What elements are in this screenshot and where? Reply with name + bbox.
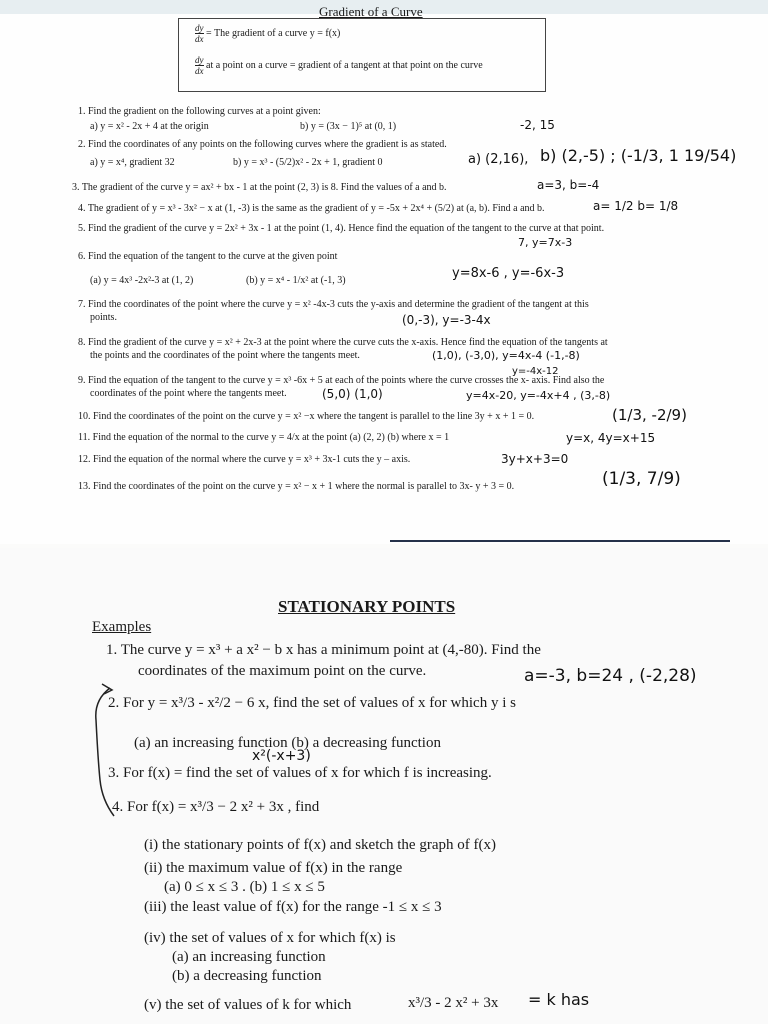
example-1: 1. The curve y = x³ + a x² − b x has a minimum point at (4,-80). Find the	[106, 642, 541, 658]
frac-num: dy	[195, 55, 204, 65]
question-11: 11. Find the equation of the normal to the curve y = 4/x at the point (a) (2, 2) (b) where x = 1	[78, 432, 450, 443]
frac-den: dx	[195, 66, 204, 76]
answer-6: y=8x-6 , y=-6x-3	[452, 266, 565, 281]
answer-7: (0,-3), y=-3-4x	[402, 313, 491, 327]
example-3: 3. For f(x) = find the set of values of x for which f is increasing.	[108, 765, 492, 781]
question-12: 12. Find the equation of the normal where the curve y = x³ + 3x-1 cuts the y – axis.	[78, 454, 411, 465]
example-2-parts: (a) an increasing function (b) a decreasing function	[134, 735, 441, 751]
answer-1: -2, 15	[520, 118, 555, 132]
example-2: 2. For y = x³/3 - x²/2 − 6 x, find the set of values of x for which y i s	[108, 695, 516, 711]
stationary-points-title: STATIONARY POINTS	[278, 597, 456, 616]
worksheet-title: Gradient of a Curve	[319, 4, 423, 19]
question-1: 1. Find the gradient on the following curves at a point given:	[78, 106, 321, 117]
example-4-iv-b: (b) a decreasing function	[172, 968, 322, 984]
answer-2b: b) (2,-5) ; (-1/3, 1 19/54)	[540, 146, 737, 165]
frac-den: dx	[195, 34, 204, 44]
question-1a: a) y = x² - 2x + 4 at the origin	[90, 121, 209, 132]
example-4-v: (v) the set of values of k for which	[144, 997, 352, 1013]
example-4-iv: (iv) the set of values of x for which f(x) is	[144, 930, 396, 946]
example-1-cont: coordinates of the maximum point on the curve.	[138, 663, 427, 679]
answer-9: (5,0) (1,0)	[322, 387, 383, 401]
answer-4: a= 1/2 b= 1/8	[593, 199, 679, 213]
handwritten-equals-k: = k has	[528, 990, 590, 1009]
example-4-ii: (ii) the maximum value of f(x) in the range	[144, 860, 403, 876]
answer-2a: a) (2,16),	[468, 152, 529, 167]
question-2b: b) y = x³ - (5/2)x² - 2x + 1, gradient 0	[233, 157, 383, 168]
example-4-v-expr: x³/3 - 2 x² + 3x	[408, 995, 499, 1011]
question-3: 3. The gradient of the curve y = ax² + bx - 1 at the point (2, 3) is 8. Find the values of a and b.	[72, 182, 447, 193]
example-4-i: (i) the stationary points of f(x) and sketch the graph of f(x)	[144, 837, 496, 853]
answer-8: (1,0), (-3,0), y=4x-4 (-1,-8)	[432, 349, 580, 362]
question-6: 6. Find the equation of the tangent to the curve at the given point	[78, 251, 338, 262]
definition-line-2	[195, 55, 483, 76]
answer-12: 3y+x+3=0	[501, 452, 569, 466]
question-7-cont: points.	[90, 312, 117, 323]
question-9: 9. Find the equation of the tangent to the curve y = x³ -6x + 5 at each of the points where the curve crosses the x- axis. Find also the	[78, 375, 605, 386]
question-1b: b) y = (3x − 1)⁵ at (0, 1)	[300, 121, 397, 132]
question-8: 8. Find the gradient of the curve y = x² + 2x-3 at the point where the curve cuts the x-axis. Hence find the equation of the tangents at	[78, 337, 608, 348]
answer-3: a=3, b=-4	[537, 178, 600, 192]
question-6a: (a) y = 4x³ -2x²-3 at (1, 2)	[90, 275, 194, 286]
answer-13: (1/3, 7/9)	[602, 469, 681, 489]
answer-11: y=x, 4y=x+15	[566, 431, 656, 445]
answer-5: 7, y=7x-3	[518, 236, 573, 249]
answer-8b: y=-4x-12	[512, 366, 559, 377]
example-4-iii: (iii) the least value of f(x) for the range -1 ≤ x ≤ 3	[144, 899, 442, 915]
definition-text-1: = The gradient of a curve y = f(x)	[206, 27, 341, 39]
question-10: 10. Find the coordinates of the point on the curve y = x² −x where the tangent is parallel to the line 3y + x + 1 = 0.	[78, 411, 535, 422]
examples-label: Examples	[92, 619, 152, 635]
question-5: 5. Find the gradient of the curve y = 2x² + 3x - 1 at the point (1, 4). Hence find the equation of the tangent to the curve at that point.	[78, 223, 605, 234]
question-2a: a) y = x⁴, gradient 32	[90, 157, 175, 168]
page-divider	[390, 540, 730, 542]
question-2: 2. Find the coordinates of any points on the following curves where the gradient is as stated.	[78, 139, 447, 150]
question-6b: (b) y = x⁴ - 1/x² at (-1, 3)	[246, 275, 346, 286]
handwritten-factor: x²(-x+3)	[252, 748, 311, 764]
answer-10: (1/3, -2/9)	[612, 406, 687, 424]
handwritten-bracket	[88, 680, 118, 820]
example-4: 4. For f(x) = x³/3 − 2 x² + 3x , find	[112, 799, 320, 815]
example-4-iv-a: (a) an increasing function	[172, 949, 326, 965]
answer-9b: y=4x-20, y=-4x+4 , (3,-8)	[466, 389, 611, 402]
example-4-ii-ranges: (a) 0 ≤ x ≤ 3 . (b) 1 ≤ x ≤ 5	[164, 879, 325, 895]
definition-text-2: at a point on a curve = gradient of a tangent at that point on the curve	[206, 59, 483, 71]
question-4: 4. The gradient of y = x³ - 3x² − x at (1, -3) is the same as the gradient of y = -5x + 2x⁴ + (5/2) at (a, b). Find a and b.	[78, 203, 545, 214]
question-9-cont: coordinates of the point where the tangents meet.	[90, 388, 287, 399]
frac-num: dy	[195, 23, 204, 33]
question-8-cont: the points and the coordinates of the point where the tangents meet.	[90, 350, 360, 361]
question-13: 13. Find the coordinates of the point on the curve y = x² − x + 1 where the normal is parallel to 3x- y + 3 = 0.	[78, 481, 515, 492]
handwritten-answer-1: a=-3, b=24 , (-2,28)	[524, 666, 697, 686]
definition-line-1	[195, 23, 340, 44]
question-7: 7. Find the coordinates of the point where the curve y = x² -4x-3 cuts the y-axis and determine the gradient of the tangent at this	[78, 299, 589, 310]
definition-box	[178, 18, 546, 92]
